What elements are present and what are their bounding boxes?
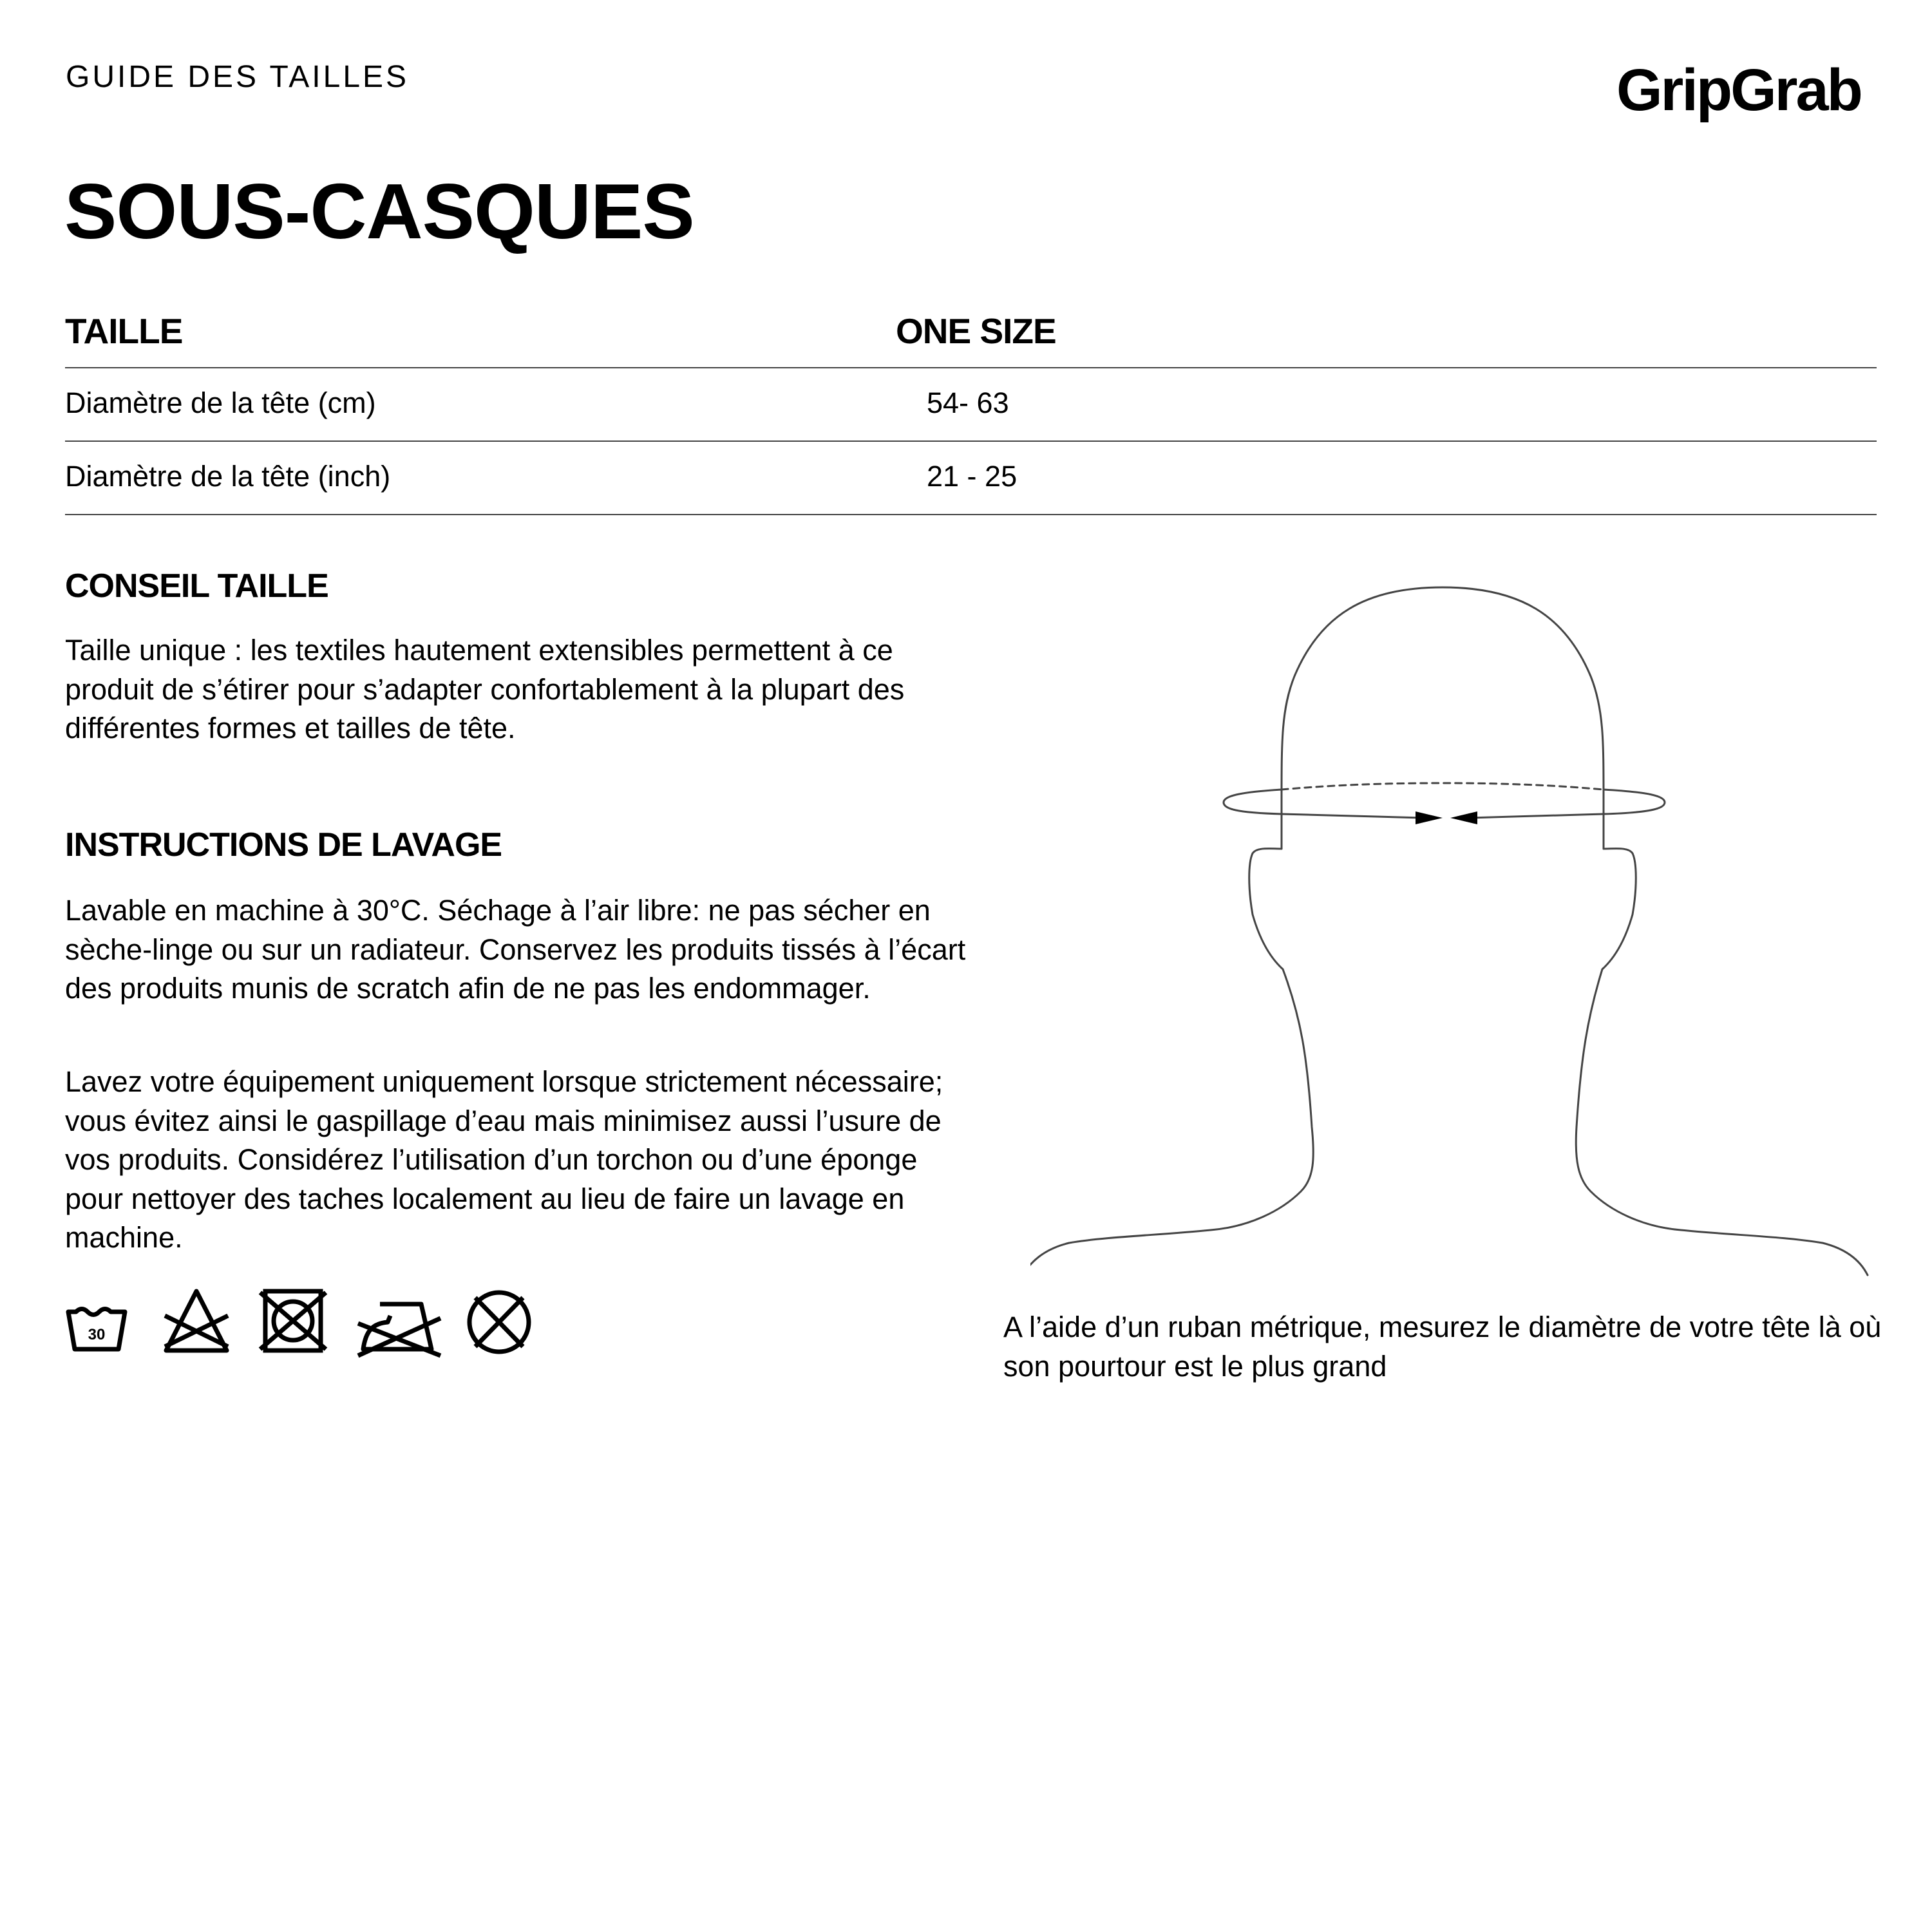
wash-30-icon [64,1285,129,1362]
right-neck-outline [1576,969,1868,1275]
size-table-header [65,303,1877,368]
left-neck-outline [1030,969,1313,1275]
size-advice-text [65,631,980,748]
washing-heading: INSTRUCTIONS DE LAVAGE [65,826,502,864]
size-advice-paragraph: Taille unique : les textiles hautement extensibles permettent à ce produit de s’étirer pour s’adapter confortablement à la plupart des différentes formes et tailles de tête. [65,634,905,744]
measuring-tape-arrow-right-line [1468,814,1604,818]
washing-paragraph-2: Lavez votre équipement uniquement lorsque strictement nécessaire; vous évitez ainsi le gaspillage d’eau mais minimisez aussi l’usure de vos produits. Considérez l’utilisation d’un torchon ou d’une éponge pour nettoyer des taches localement au lieu de faire un lavage en machine. [65,1065,943,1254]
table-row [65,368,1877,442]
left-ear-outline [1249,849,1283,969]
measuring-tape-back [1282,783,1604,790]
washing-paragraph-1: Lavable en machine à 30°C. Séchage à l’air libre: ne pas sécher en sèche-linge ou sur un radiateur. Conservez les produits tissés à l’écart des produits munis de scratch afin de ne pas les endommager. [65,894,966,1005]
measuring-tape-front-left [1224,790,1282,814]
no-tumble-dry-icon [258,1285,328,1362]
size-row-value: 21 - 25 [927,460,1018,493]
washing-text-2 [65,1063,980,1258]
head-outline [1282,587,1604,849]
illustration-caption: A l’aide d’un ruban métrique, mesurez le diamètre de votre tête là où son pourtour est le plus grand [1003,1311,1882,1383]
care-icons [64,1285,541,1362]
head-measurement-illustration [1030,580,1874,1288]
size-header-label: TAILLE [65,311,183,351]
arrow-head-right [1450,811,1477,824]
no-dry-clean-icon [464,1285,535,1362]
size-advice-heading: CONSEIL TAILLE [65,567,328,605]
page-title: SOUS-CASQUES [64,167,694,255]
size-table [65,303,1877,515]
no-iron-icon [354,1285,444,1362]
size-header-one-size: ONE SIZE [896,311,1056,351]
measuring-tape-front-right [1604,790,1665,814]
size-row-label: Diamètre de la tête (inch) [65,460,391,493]
table-row [65,442,1877,515]
arrow-head-left [1416,811,1443,824]
measuring-tape-arrow-left-line [1282,814,1423,818]
size-row-label: Diamètre de la tête (cm) [65,386,376,419]
right-ear-outline [1602,849,1636,969]
wash-temperature-label: 30 [88,1326,106,1343]
size-row-value: 54- 63 [927,386,1009,419]
brand-logo: GripGrab [1616,57,1861,123]
washing-text [65,891,980,1009]
guide-label: GUIDE DES TAILLES [66,60,410,94]
no-bleach-icon [161,1285,232,1362]
